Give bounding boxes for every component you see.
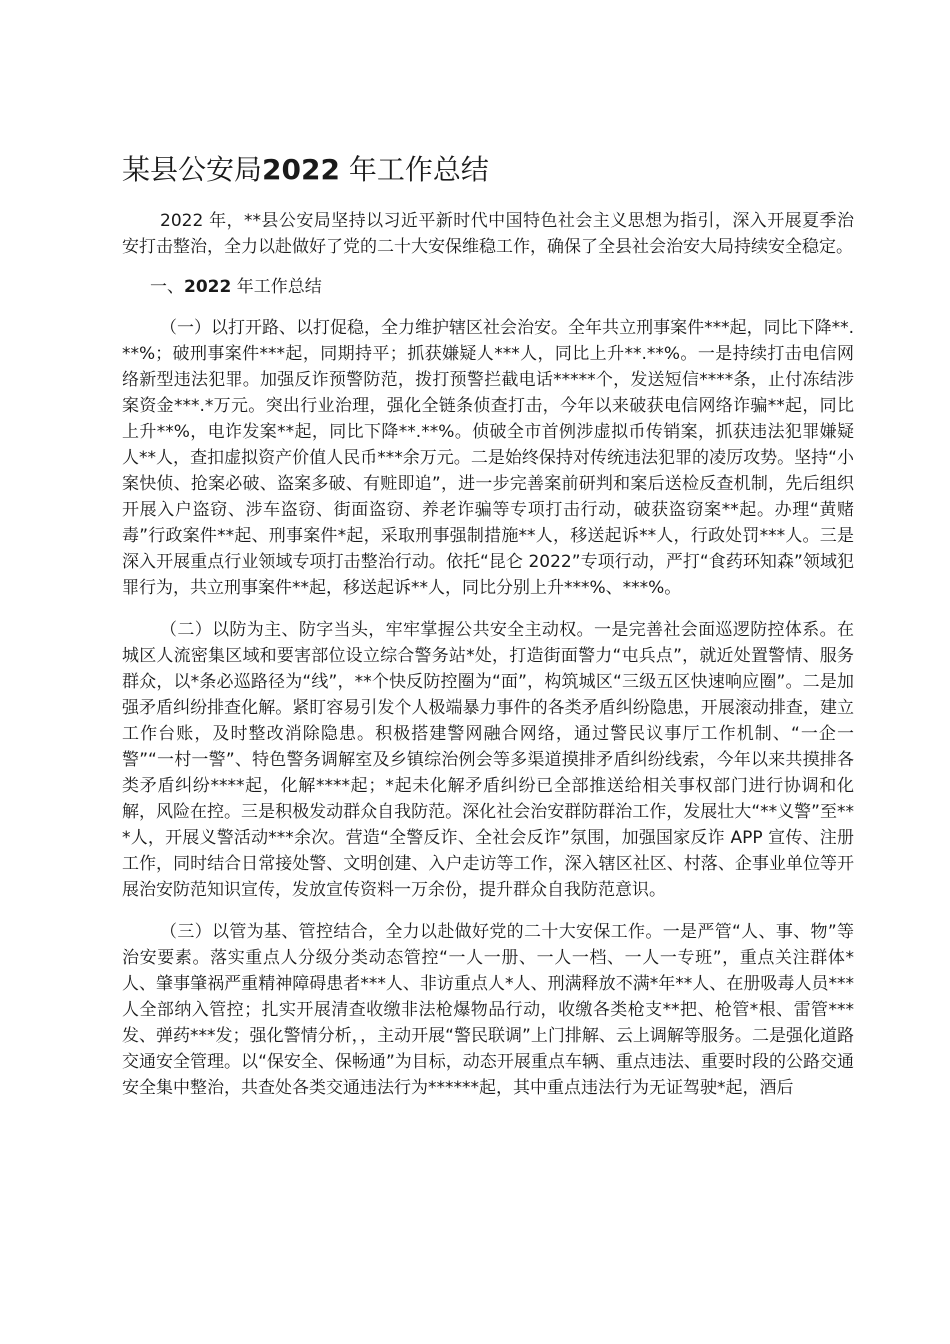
document-title xyxy=(122,150,854,190)
title-suffix: 年工作总结 xyxy=(339,153,489,186)
document-page xyxy=(122,150,854,1115)
title-prefix: 某县公安局 xyxy=(122,153,263,186)
paragraph-3: （三）以管为基、管控结合，全力以赴做好党的二十大安保工作。一是严管“人、事、物”等治安要素。落实重点人分级分类动态管控“一人一册、一人一档、一人一专班”，重点关注群体*人、肇事肇祸严重精神障碍患者***人、非访重点人*人、刑满释放不满*年**人、在册吸毒人员***人全部纳入管控；扎实开展清查收缴非法枪爆物品行动，收缴各类枪支**把、枪管*根、雷管***发、弹药***发；强化警情分析，，主动开展“警民联调”上门排解、云上调解等服务。二是强化道路交通安全管理。以“保安全、保畅通”为目标，动态开展重点车辆、重点违法、重要时段的公路交通安全集中整治，共查处各类交通违法行为******起，其中重点违法行为无证驾驶*起，酒后 xyxy=(122,922,854,1098)
section1-year: 2022 xyxy=(184,277,232,297)
paragraph-1: （一）以打开路、以打促稳，全力维护辖区社会治安。全年共立刑事案件***起，同比下降**.**%；破刑事案件***起，同期持平；抓获嫌疑人***人，同比上升**.**%。一是持续打击电信网络新型违法犯罪。加强反诈预警防范，拨打预警拦截电话*****个，发送短信****条，止付冻结涉案资金***.*万元。突出行业治理，强化全链条侦查打击，今年以来破获电信网络诈骗**起，同比上升**%，电诈发案**起，同比下降**.**%。侦破全市首例涉虚拟币传销案，抓获违法犯罪嫌疑人**人，查扣虚拟资产价值人民币***余万元。二是始终保持对传统违法犯罪的凌厉攻势。坚持“小案快侦、抢案必破、盗案多破、有赃即追”，进一步完善案前研判和案后送检反查机制，先后组织开展入户盗窃、涉车盗窃、街面盗窃、养老诈骗等专项打击行动，破获盗窃案**起。办理“黄赌毒”行政案件**起、刑事案件*起，采取刑事强制措施**人，移送起诉**人，行政处罚***人。三是深入开展重点行业领域专项打击整治行动。依托“昆仑 2022”专项行动，严打“食药环知森”领域犯罪行为，共立刑事案件**起，移送起诉**人，同比分别上升***%、***%。 xyxy=(122,318,854,598)
section1-prefix: 一、 xyxy=(150,277,184,297)
section1-suffix: 年工作总结 xyxy=(231,277,322,297)
title-year: 2022 xyxy=(262,153,340,186)
section-heading-1 xyxy=(122,274,854,300)
paragraph-2: （二）以防为主、防字当头，牢牢掌握公共安全主动权。一是完善社会面巡逻防控体系。在城区人流密集区域和要害部位设立综合警务站*处，打造街面警力“屯兵点”，就近处置警情、服务群众，以*条必巡路径为“线”，**个快反防控圈为“面”，构筑城区“三级五区快速响应圈”。二是加强矛盾纠纷排查化解。紧盯容易引发个人极端暴力事件的各类矛盾纠纷隐患，开展滚动排查，建立工作台账，及时整改消除隐患。积极搭建警网融合网络，通过警民议事厅工作机制、“一企一警”“一村一警”、特色警务调解室及乡镇综治例会等多渠道摸排矛盾纠纷线索，今年以来共摸排各类矛盾纠纷****起，化解****起；*起未化解矛盾纠纷已全部推送给相关事权部门进行协调和化解，风险在控。三是积极发动群众自我防范。深化社会治安群防群治工作，发展壮大“**义警”至***人，开展义警活动***余次。营造“全警反诈、全社会反诈”氛围，加强国家反诈 APP 宣传、注册工作，同时结合日常接处警、文明创建、入户走访等工作，深入辖区社区、村落、企事业单位等开展治安防范知识宣传，发放宣传资料一万余份，提升群众自我防范意识。 xyxy=(122,620,854,900)
intro-paragraph: 2022 年，**县公安局坚持以习近平新时代中国特色社会主义思想为指引，深入开展夏季治安打击整治，全力以赴做好了党的二十大安保维稳工作，确保了全县社会治安大局持续安全稳定。 xyxy=(122,211,854,257)
